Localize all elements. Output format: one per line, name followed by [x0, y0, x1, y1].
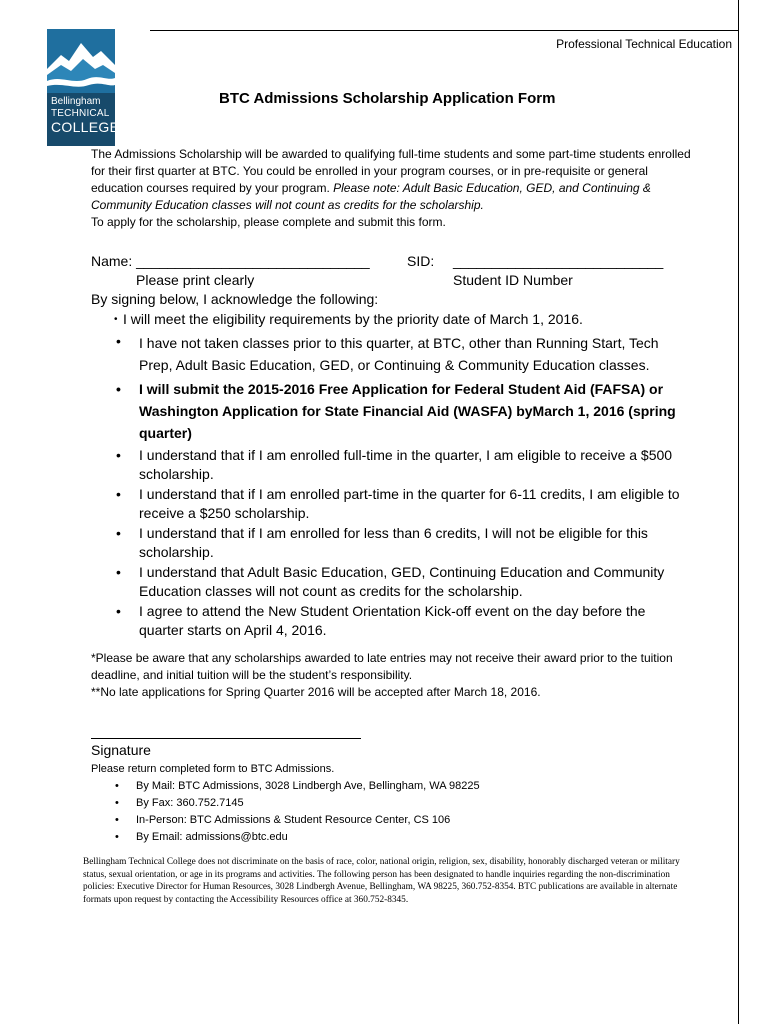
intro-apply: To apply for the scholarship, please complete and submit this form. — [91, 215, 446, 229]
signature-line[interactable] — [91, 738, 361, 739]
bullet-icon: • — [116, 602, 121, 619]
sid-field[interactable]: ___________________________ — [453, 253, 664, 269]
header-rule — [150, 30, 738, 31]
bullet-icon: • — [116, 380, 121, 397]
signature-label: Signature — [91, 742, 151, 758]
return-method-text: In-Person: BTC Admissions & Student Resource Center, CS 106 — [136, 814, 451, 826]
return-method-email — [91, 829, 691, 846]
list-item-text: I will submit the 2015-2016 Free Application for Federal Student Aid (FAFSA) or Washington Application for State Financial Aid (WASFA) byMarch 1, 2016 (spring quarter) — [139, 380, 676, 441]
return-method-in-person — [91, 812, 691, 829]
list-item-text: I have not taken classes prior to this quarter, at BTC, other than Running Start, Tech Prep, Adult Basic Education, GED, or Continuing & Community Education classes. — [139, 334, 659, 373]
list-item-text: I understand that if I am enrolled full-time in the quarter, I am eligible to receive a $500 scholarship. — [139, 446, 673, 482]
list-item — [91, 378, 691, 444]
return-heading: Please return completed form to BTC Admissions. — [91, 763, 335, 775]
non-discrimination-statement: Bellingham Technical College does not discriminate on the basis of race, color, national origin, religion, sex, disability, honorably discharged veteran or military status, sexual orientation, or age in its programs and activities. The following person has been designated to handle inquiries regarding the non-discrimination policies: Executive Director for Human Resources, 3028 Lindbergh Avenue, Bellingham, WA 98225, 360.752-8354. BTC publications are available in alternate formats upon request by contacting the Accessibility Resources office at 360.752-8345. — [83, 857, 680, 905]
bullet-icon: • — [116, 563, 121, 580]
bullet-icon: • — [116, 332, 121, 349]
list-item — [91, 524, 691, 563]
intro-note: Please note: Adult Basic Education, GED, and Continuing & Community Education classes will not count as credits for the scholarship. — [91, 181, 651, 212]
sid-label: SID: — [407, 253, 435, 269]
list-item-text: I will meet the eligibility requirements by the priority date of March 1, 2016. — [123, 311, 583, 327]
list-item — [91, 446, 691, 485]
form-title: BTC Admissions Scholarship Application Form — [219, 90, 556, 107]
list-item — [91, 563, 691, 602]
name-field[interactable]: Name: ______________________________ — [91, 253, 370, 269]
return-method-text: By Email: admissions@btc.edu — [136, 831, 288, 843]
bullet-icon: • — [115, 780, 119, 792]
bullet-icon: • — [116, 485, 121, 502]
page-right-border — [738, 0, 739, 1024]
bullet-icon: • — [116, 446, 121, 463]
header-department: Professional Technical Education — [556, 37, 732, 51]
list-item-text: I understand that if I am enrolled part-time in the quarter for 6-11 credits, I am eligible to receive a $250 scholarship. — [139, 485, 680, 521]
sid-hint: Student ID Number — [453, 272, 573, 288]
return-method-mail — [91, 778, 691, 795]
bullet-icon: • — [114, 314, 118, 325]
bullet-icon: • — [116, 524, 121, 541]
return-methods — [91, 778, 691, 846]
return-method-text: By Mail: BTC Admissions, 3028 Lindbergh Ave, Bellingham, WA 98225 — [136, 780, 480, 792]
logo-line-1: Bellingham — [51, 96, 101, 107]
college-logo — [47, 29, 120, 146]
bullet-icon: • — [115, 797, 119, 809]
list-item — [91, 332, 691, 376]
name-hint: Please print clearly — [136, 272, 255, 288]
list-item — [91, 310, 691, 330]
acknowledgement-list — [91, 310, 691, 641]
list-item — [91, 485, 691, 524]
intro-paragraph — [91, 146, 691, 231]
logo-line-2: TECHNICAL — [51, 108, 110, 119]
acknowledge-intro: By signing below, I acknowledge the following: — [91, 291, 379, 307]
late-entry-note: *Please be aware that any scholarships awarded to late entries may not receive their award prior to the tuition deadline, and initial tuition will be the student’s responsibility. — [91, 651, 673, 682]
list-item-text: I understand that if I am enrolled for less than 6 credits, I will not be eligible for this scholarship. — [139, 524, 648, 560]
list-item-text: I agree to attend the New Student Orientation Kick-off event on the day before the quarter starts on April 4, 2016. — [139, 602, 646, 638]
return-method-text: By Fax: 360.752.7145 — [136, 797, 244, 809]
intro-text: The Admissions Scholarship will be awarded to qualifying full-time students and some part-time students enrolled for their first quarter at BTC. You could be enrolled in your program courses, or in pre-requisite or general education courses required by your program. — [91, 147, 691, 195]
return-method-fax — [91, 795, 691, 812]
spring-deadline-note: **No late applications for Spring Quarter 2016 will be accepted after March 18, 2016. — [91, 685, 541, 699]
late-entry-notes — [91, 650, 691, 701]
return-instructions — [91, 761, 691, 846]
bullet-icon: • — [115, 814, 119, 826]
list-item-text: I understand that Adult Basic Education, GED, Continuing Education and Community Education classes will not count as credits for the scholarship. — [139, 563, 665, 599]
logo-wordmark — [47, 93, 120, 146]
list-item — [91, 602, 691, 641]
logo-line-3: COLLEGE — [51, 119, 120, 135]
mountain-logo-icon — [47, 29, 115, 93]
bullet-icon: • — [115, 831, 119, 843]
